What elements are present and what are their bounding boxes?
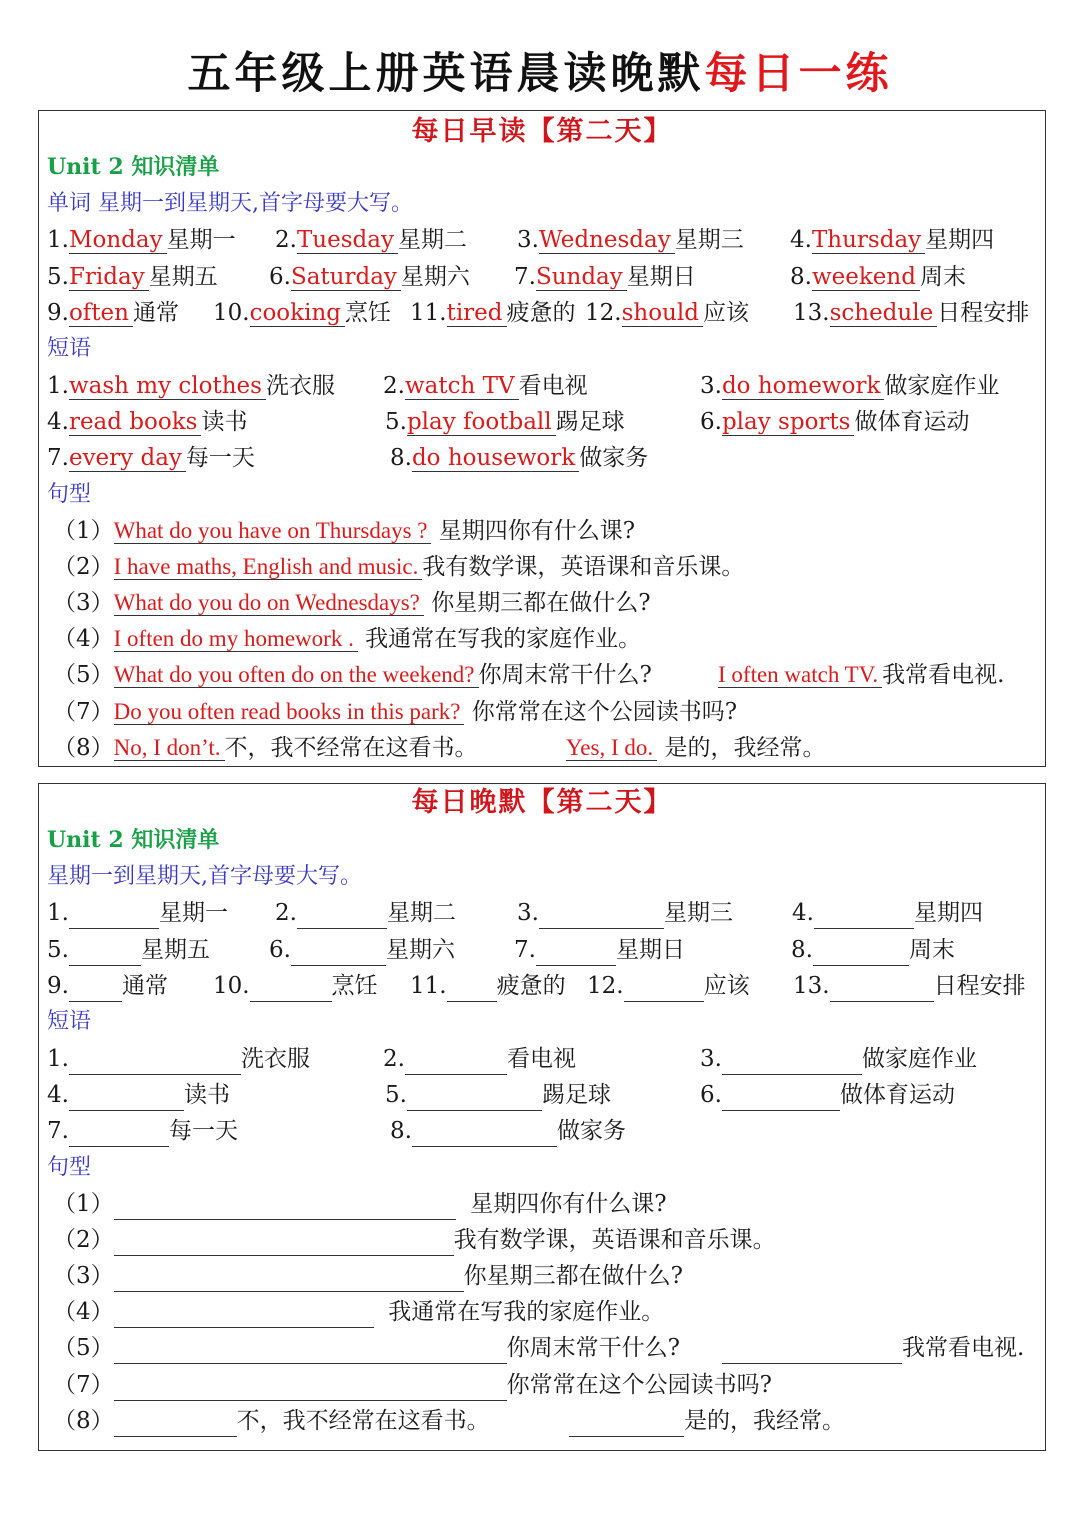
evening-sentences-label-line: [47, 1152, 1037, 1184]
word-blank-item: 12. 应该: [587, 970, 750, 1002]
evening-unit-title: Unit 2 知识清单: [47, 827, 220, 853]
sentence-blank-item: 是的，我经常。: [569, 1405, 845, 1437]
answer-blank[interactable]: [114, 1265, 464, 1292]
phrase-item: 3.do homework 做家庭作业: [700, 373, 1000, 399]
morning-phrases-label: 短语: [47, 336, 92, 361]
word-blank-item: 7. 星期日: [514, 934, 685, 966]
evening-sentence-row: [47, 1296, 1037, 1328]
evening-dictation-box: [38, 783, 1046, 1451]
word-blank-item: 3. 星期三: [517, 897, 733, 929]
answer-blank[interactable]: [412, 1120, 557, 1147]
morning-phrases-row: [47, 406, 1037, 438]
main-title-black: 五年级上册英语晨读晚默: [187, 49, 705, 99]
morning-words-row: [47, 224, 1037, 256]
morning-sentence-row: [47, 515, 1037, 547]
phrase-blank-item: 8. 做家务: [390, 1115, 626, 1147]
answer-blank[interactable]: [114, 1229, 454, 1256]
sentence-item: （1）What do you have on Thursdays ? 星期四你有什么课?: [53, 518, 636, 544]
evening-phrases-row: [47, 1043, 1037, 1075]
answer-blank[interactable]: [114, 1337, 507, 1364]
evening-sentence-row: [47, 1369, 1037, 1401]
morning-words-row: [47, 297, 1037, 329]
evening-sentence-row: [47, 1224, 1037, 1256]
answer-blank[interactable]: [69, 1084, 184, 1111]
sentence-item: Yes, I do. 是的，我经常。: [566, 735, 826, 761]
sentence-item: （7）Do you often read books in this park? 你常常在这个公园读书吗?: [53, 699, 738, 725]
word-item: 6.Saturday 星期六: [269, 264, 470, 290]
answer-blank[interactable]: [405, 1048, 507, 1075]
word-blank-item: 8. 周末: [791, 934, 955, 966]
morning-sentence-row: [47, 587, 1037, 619]
phrase-item: 2.watch TV 看电视: [383, 373, 588, 399]
word-blank-item: 2. 星期二: [275, 897, 456, 929]
word-blank-item: 5. 星期五: [47, 934, 210, 966]
evening-sentence-row: [47, 1260, 1037, 1292]
answer-blank[interactable]: [69, 939, 141, 966]
phrase-item: 6.play sports 做体育运动: [700, 409, 970, 435]
morning-sentence-row: [47, 659, 1037, 691]
sentence-blank-item: （8） 不，我不经常在这看书。: [53, 1405, 490, 1437]
evening-sentence-row: [47, 1405, 1037, 1437]
answer-blank[interactable]: [569, 1410, 684, 1437]
phrase-item: 4.read books 读书: [47, 409, 248, 435]
morning-words-row: [47, 261, 1037, 293]
evening-phrases-label: 短语: [47, 1009, 92, 1034]
answer-blank[interactable]: [69, 1120, 169, 1147]
word-blank-item: 13. 日程安排: [793, 970, 1026, 1002]
word-blank-item: 1. 星期一: [47, 897, 228, 929]
evening-words-row: [47, 970, 1037, 1002]
answer-blank[interactable]: [830, 975, 934, 1002]
answer-blank[interactable]: [624, 975, 704, 1002]
evening-heading: 每日晚默【第二天】: [411, 787, 673, 818]
phrase-blank-item: 6. 做体育运动: [700, 1079, 955, 1111]
answer-blank[interactable]: [114, 1374, 507, 1401]
morning-sentence-row: [47, 623, 1037, 655]
evening-phrases-label-line: [47, 1006, 1037, 1038]
phrase-item: 8.do housework 做家务: [390, 445, 649, 471]
answer-blank[interactable]: [69, 902, 159, 929]
answer-blank[interactable]: [114, 1301, 374, 1328]
sentence-blank-item: （4） 我通常在写我的家庭作业。: [53, 1296, 664, 1328]
morning-sentence-row: [47, 696, 1037, 728]
answer-blank[interactable]: [722, 1337, 902, 1364]
answer-blank[interactable]: [722, 1048, 862, 1075]
sentence-item: （8）No, I don’t. 不，我不经常在这看书。: [53, 735, 478, 761]
morning-words-label-line: [47, 188, 1037, 220]
sentence-blank-item: （1） 星期四你有什么课?: [53, 1188, 667, 1220]
morning-words-label: 单词 星期一到星期天,首字母要大写。: [47, 191, 413, 216]
morning-sentences-label: 句型: [47, 482, 92, 507]
word-item: 10.cooking 烹饪: [213, 300, 391, 326]
evening-sentences-label: 句型: [47, 1155, 92, 1180]
morning-sentence-row: [47, 551, 1037, 583]
word-item: 2.Tuesday 星期二: [275, 227, 467, 253]
answer-blank[interactable]: [536, 939, 616, 966]
sentence-blank-item: （7） 你常常在这个公园读书吗?: [53, 1369, 772, 1401]
answer-blank[interactable]: [114, 1193, 456, 1220]
word-item: 9.often 通常: [47, 300, 179, 326]
answer-blank[interactable]: [69, 975, 122, 1002]
sentence-item: I often watch TV. 我常看电视.: [718, 662, 1005, 688]
answer-blank[interactable]: [250, 975, 332, 1002]
morning-sentences-label-line: [47, 479, 1037, 511]
answer-blank[interactable]: [297, 902, 387, 929]
answer-blank[interactable]: [813, 939, 909, 966]
phrase-blank-item: 2. 看电视: [383, 1043, 576, 1075]
evening-phrases-row: [47, 1115, 1037, 1147]
word-blank-item: 11. 疲惫的: [410, 970, 566, 1002]
evening-sentence-row: [47, 1332, 1037, 1364]
sentence-item: （5）What do you often do on the weekend? 你周末常干什么?: [53, 662, 652, 688]
phrase-blank-item: 7. 每一天: [47, 1115, 238, 1147]
evening-words-label-line: [47, 861, 1037, 893]
word-blank-item: 6. 星期六: [269, 934, 455, 966]
phrase-item: 5.play football 踢足球: [385, 409, 625, 435]
morning-phrases-row: [47, 442, 1037, 474]
sentence-item: （4）I often do my homework . 我通常在写我的家庭作业。: [53, 626, 642, 652]
phrase-item: 7.every day 每一天: [47, 445, 255, 471]
word-item: 13.schedule 日程安排: [793, 300, 1030, 326]
sentence-blank-item: 我常看电视.: [722, 1332, 1024, 1364]
word-item: 8.weekend 周末: [790, 264, 966, 290]
word-item: 11.tired 疲惫的: [410, 300, 576, 326]
answer-blank[interactable]: [722, 1084, 840, 1111]
main-title-red: 每日一练: [704, 49, 893, 99]
phrase-blank-item: 3. 做家庭作业: [700, 1043, 977, 1075]
morning-phrases-row: [47, 370, 1037, 402]
phrase-item: 1.wash my clothes 洗衣服: [47, 373, 335, 399]
sentence-blank-item: （2） 我有数学课，英语课和音乐课。: [53, 1224, 776, 1256]
morning-unit-line: [47, 151, 1037, 183]
evening-sentence-row: [47, 1188, 1037, 1220]
word-blank-item: 4. 星期四: [792, 897, 983, 929]
answer-blank[interactable]: [69, 1048, 241, 1075]
answer-blank[interactable]: [114, 1410, 237, 1437]
answer-blank[interactable]: [291, 939, 386, 966]
morning-reading-box: [38, 110, 1046, 767]
word-blank-item: 10. 烹饪: [213, 970, 378, 1002]
evening-unit-line: [47, 824, 1037, 856]
word-item: 4.Thursday 星期四: [790, 227, 995, 253]
morning-heading: 每日早读【第二天】: [411, 116, 673, 147]
sentence-item: （2）I have maths, English and music. 我有数学课，英语课和音乐课。: [53, 554, 745, 580]
sentence-item: （3）What do you do on Wednesdays? 你星期三都在做什么?: [53, 590, 651, 616]
evening-words-row: [47, 934, 1037, 966]
word-item: 7.Sunday 星期日: [514, 264, 696, 290]
word-item: 1.Monday 星期一: [47, 227, 236, 253]
evening-words-row: [47, 897, 1037, 929]
sentence-blank-item: （3） 你星期三都在做什么?: [53, 1260, 683, 1292]
phrase-blank-item: 4. 读书: [47, 1079, 230, 1111]
word-item: 12.should 应该: [585, 300, 749, 326]
evening-phrases-row: [47, 1079, 1037, 1111]
answer-blank[interactable]: [814, 902, 914, 929]
phrase-blank-item: 5. 踢足球: [385, 1079, 611, 1111]
word-item: 3.Wednesday 星期三: [517, 227, 744, 253]
morning-phrases-label-line: [47, 333, 1037, 365]
word-item: 5.Friday 星期五: [47, 264, 218, 290]
word-blank-item: 9. 通常: [47, 970, 168, 1002]
sentence-blank-item: （5） 你周末常干什么?: [53, 1332, 680, 1364]
answer-blank[interactable]: [447, 975, 497, 1002]
morning-unit-title: Unit 2 知识清单: [47, 154, 220, 180]
evening-words-label: 星期一到星期天,首字母要大写。: [47, 864, 362, 889]
answer-blank[interactable]: [539, 902, 664, 929]
morning-sentence-row: [47, 732, 1037, 764]
phrase-blank-item: 1. 洗衣服: [47, 1043, 310, 1075]
main-title: [0, 44, 1080, 104]
answer-blank[interactable]: [407, 1084, 542, 1111]
